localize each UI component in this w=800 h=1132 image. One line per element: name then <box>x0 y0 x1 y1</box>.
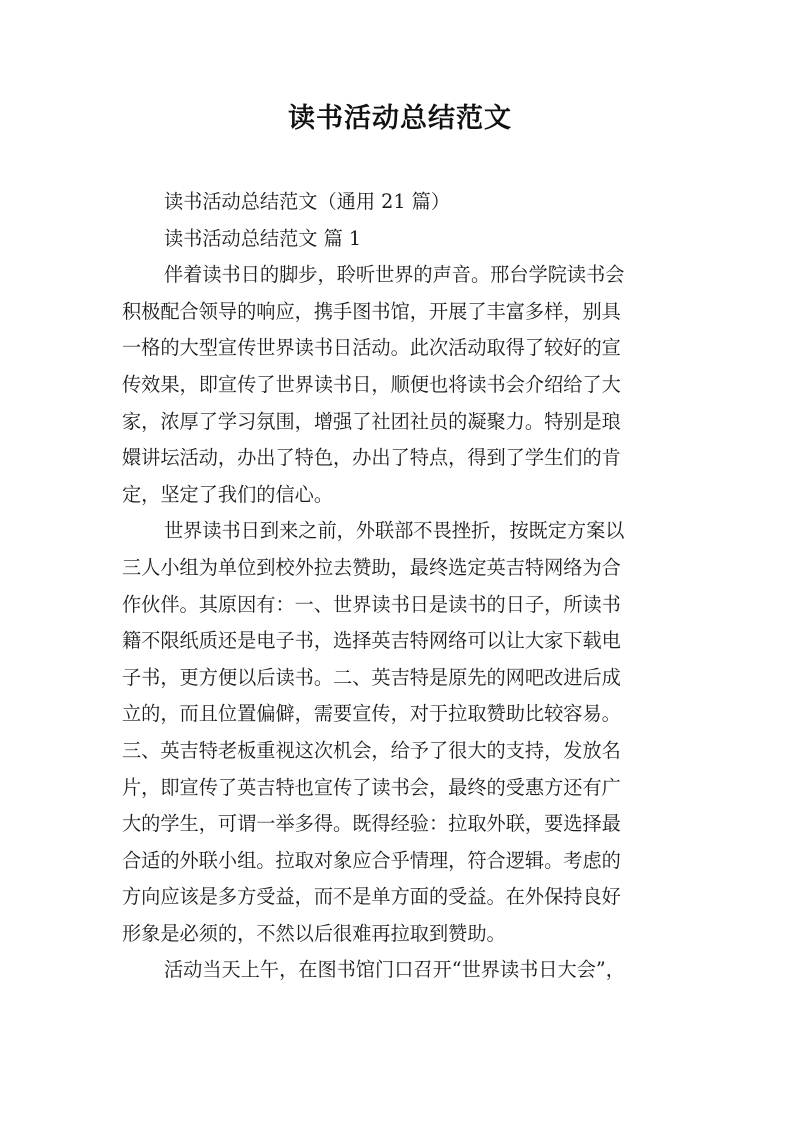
text-line: 读书活动总结范文 篇 1 <box>164 226 362 250</box>
text-line: 家，浓厚了学习氛围，增强了社团社员的凝聚力。特别是琅 <box>122 409 621 433</box>
text-line: 定，坚定了我们的信心。 <box>122 482 334 506</box>
text-line: 立的，而且位置偏僻，需要宣传，对于拉取赞助比较容易。 <box>122 702 621 726</box>
text-line: 三、英吉特老板重视这次机会，给予了很大的支持，发放名 <box>122 738 621 762</box>
text-line: 三人小组为单位到校外拉去赞助，最终选定英吉特网络为合 <box>122 555 621 579</box>
text-line: 读书活动总结范文（通用 21 篇） <box>164 190 451 213</box>
text-line: 一格的大型宣传世界读书日活动。此次活动取得了较好的宣 <box>122 336 621 360</box>
text-line: 传效果，即宣传了世界读书日，顺便也将读书会介绍给了大 <box>122 372 621 396</box>
text-line: 伴着读书日的脚步，聆听世界的声音。邢台学院读书会 <box>164 263 625 287</box>
text-line: 活动当天上午，在图书馆门口召开“世界读书日大会”， <box>164 958 625 982</box>
text-line: 形象是必须的，不然以后很难再拉取到赞助。 <box>122 921 506 945</box>
text-line: 合适的外联小组。拉取对象应合乎情理，符合逻辑。考虑的 <box>122 848 621 872</box>
text-line: 作伙伴。其原因有：一、世界读书日是读书的日子，所读书 <box>122 592 621 616</box>
text-line: 大的学生，可谓一举多得。既得经验：拉取外联，要选择最 <box>122 812 621 836</box>
text-line: 嬛讲坛活动，办出了特色，办出了特点，得到了学生们的肯 <box>122 446 621 470</box>
document-body <box>122 184 694 989</box>
text-line: 片，即宣传了英吉特也宣传了读书会，最终的受惠方还有广 <box>122 775 621 799</box>
text-line: 积极配合领导的响应，携手图书馆，开展了丰富多样，别具 <box>122 299 621 323</box>
text-line: 籍不限纸质还是电子书，选择英吉特网络可以让大家下载电 <box>122 629 621 653</box>
page-title: 读书活动总结范文 <box>288 103 512 134</box>
text-line: 子书，更方便以后读书。二、英吉特是原先的网吧改进后成 <box>122 665 621 689</box>
text-line: 方向应该是多方受益，而不是单方面的受益。在外保持良好 <box>122 885 621 909</box>
text-line: 世界读书日到来之前，外联部不畏挫折，按既定方案以 <box>164 519 625 543</box>
